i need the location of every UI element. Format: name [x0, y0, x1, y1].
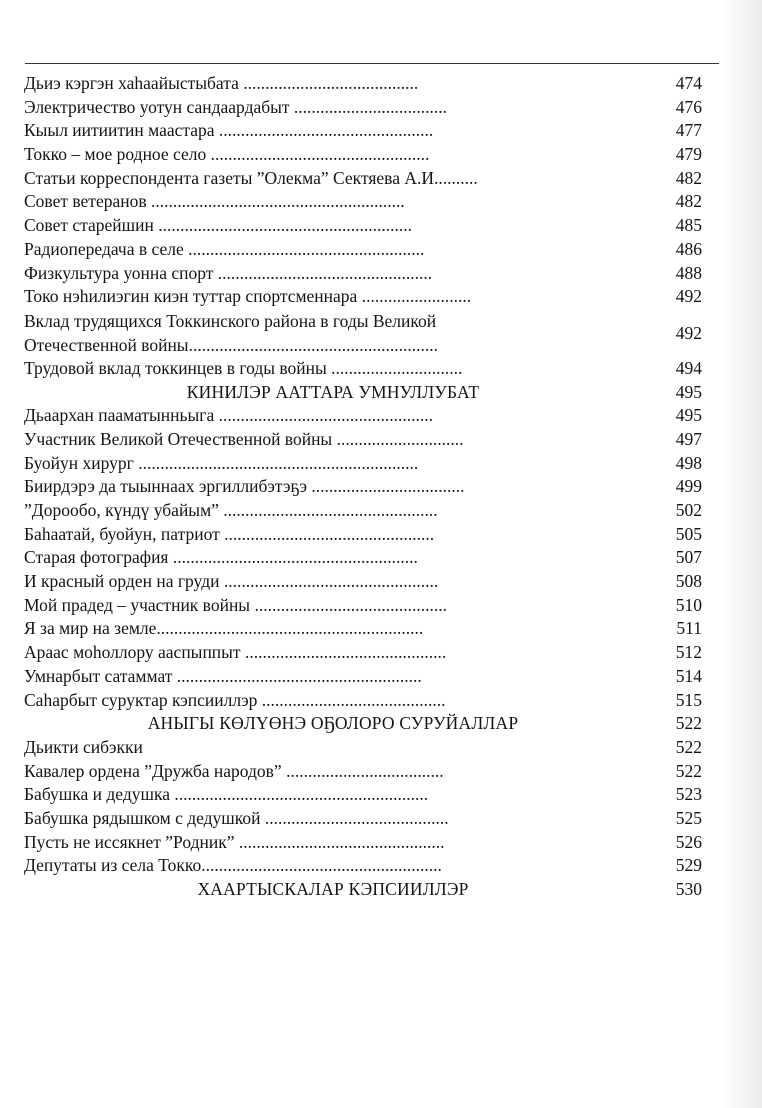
- toc-entry-page: 522: [675, 713, 702, 734]
- toc-entry-page: 485: [675, 215, 702, 236]
- toc-entry: [24, 783, 702, 807]
- toc-entry-page: 530: [675, 879, 702, 899]
- toc-entry: [24, 262, 702, 286]
- toc-entry-page: 510: [675, 594, 702, 615]
- toc-entry-title: ”Дорообо, күндү убайым” .................................................: [24, 500, 438, 520]
- toc-entry: [24, 570, 702, 594]
- toc-entry-title: Я за мир на земле.............................................................: [24, 618, 424, 639]
- toc-entry-page: 497: [675, 428, 702, 449]
- toc-entry-page: 525: [675, 807, 702, 828]
- toc-entry-page: 495: [675, 405, 702, 426]
- table-of-contents: [24, 72, 702, 902]
- toc-section-heading: [24, 712, 702, 736]
- toc-entry: [24, 854, 702, 878]
- toc-entry: [24, 594, 702, 618]
- toc-entry: [24, 285, 702, 309]
- toc-entry-title: Совет старейшин ..........................................................: [24, 215, 412, 236]
- toc-entry-page: 492: [675, 322, 702, 343]
- toc-entry-page: 522: [675, 760, 702, 781]
- top-rule: [25, 63, 719, 64]
- toc-entry: [24, 831, 702, 855]
- toc-entry-page: 494: [675, 357, 702, 378]
- toc-entry-page: 507: [675, 547, 702, 568]
- section-heading-title: КИНИЛЭР ААТТАРА УМНУЛЛУБАТ: [186, 381, 480, 402]
- toc-entry: [24, 238, 702, 262]
- toc-entry-page: 529: [675, 855, 702, 876]
- toc-entry-title: Мой прадед – участник войны ............................................: [24, 594, 447, 615]
- toc-entry-page: 477: [675, 120, 702, 141]
- toc-entry-title: [24, 309, 702, 357]
- toc-entry: [24, 167, 702, 191]
- toc-entry-page: 474: [675, 73, 702, 93]
- toc-entry-title: Кавалер ордена ”Дружба народов” ....................................: [24, 760, 444, 781]
- toc-entry-page: 486: [675, 238, 702, 259]
- toc-entry-title: Участник Великой Отечественной войны .............................: [24, 428, 464, 449]
- toc-entry-page: 495: [675, 381, 702, 402]
- toc-entry-page: 498: [675, 452, 702, 473]
- toc-entry-page: 482: [675, 191, 702, 212]
- toc-entry-page: 511: [676, 618, 702, 639]
- toc-entry-page: 482: [675, 167, 702, 188]
- toc-entry-page: 476: [675, 96, 702, 117]
- toc-entry-title: Биирдэрэ да тыыннаах эргиллибэтэҕэ ...................................: [24, 476, 465, 497]
- toc-entry: [24, 190, 702, 214]
- toc-entry-page: 488: [675, 262, 702, 283]
- toc-entry-title: Трудовой вклад токкинцев в годы войны ..............................: [24, 357, 463, 378]
- toc-entry-title: Дьикти сибэкки: [24, 736, 143, 757]
- toc-entry: [24, 357, 702, 381]
- toc-entry-title-line: Отечественной войны.........................................................: [24, 334, 438, 355]
- toc-entry-title: Депутаты из села Токко.......................................................: [24, 855, 442, 876]
- toc-entry: [24, 428, 702, 452]
- toc-entry-title: Радиопередача в селе ......................................................: [24, 238, 425, 259]
- toc-entry-title: Араас моhоллору ааспыппыт ..............................................: [24, 642, 447, 663]
- toc-entry-title: Электричество уотун сандаардабыт ...................................: [24, 96, 448, 117]
- toc-entry: [24, 617, 702, 641]
- toc-entry: [24, 404, 702, 428]
- toc-entry: [24, 72, 702, 96]
- toc-entry-page: 479: [675, 144, 702, 165]
- toc-section-heading: [24, 878, 702, 902]
- toc-entry: [24, 475, 702, 499]
- toc-entry-page: 499: [675, 476, 702, 497]
- toc-entry-page: 526: [675, 831, 702, 852]
- toc-entry-title: Баhаатай, буойун, патриот ................................................: [24, 523, 435, 544]
- toc-entry: [24, 214, 702, 238]
- section-heading-title: ХААРТЫСКАЛАР КЭПСИИЛЛЭР: [197, 879, 469, 899]
- toc-entry-title: Совет ветеранов ..........................................................: [24, 191, 405, 212]
- toc-entry-title: Умнарбыт сатаммат ........................................................: [24, 665, 422, 686]
- toc-entry-page: 512: [675, 642, 702, 663]
- toc-entry-title: Буойун хирург ................................................................: [24, 452, 419, 473]
- toc-entry-title: Дьаархан пааматынньыга .................................................: [24, 405, 433, 426]
- toc-entry: [24, 689, 702, 713]
- toc-entry-title: Статьи корреспондента газеты ”Олекма” Сектяева А.И..........: [24, 167, 478, 188]
- toc-entry: [24, 760, 702, 784]
- toc-entry: [24, 309, 702, 357]
- toc-entry-page: 508: [675, 571, 702, 592]
- toc-entry-title: Физкультура уонна спорт .................................................: [24, 262, 433, 283]
- toc-entry: [24, 452, 702, 476]
- toc-entry-page: 522: [675, 736, 702, 757]
- toc-entry-title: Бабушка и дедушка ..........................................................: [24, 784, 429, 805]
- toc-entry-title: Старая фотография ........................................................: [24, 547, 418, 568]
- toc-entry-title: Саhарбыт суруктар кэпсииллэр ..........................................: [24, 689, 446, 710]
- toc-entry-title: Пусть не иссякнет ”Родник” ...............................................: [24, 831, 445, 852]
- toc-section-heading: [24, 381, 702, 405]
- toc-entry: [24, 736, 702, 760]
- toc-entry-page: 505: [675, 523, 702, 544]
- toc-entry: [24, 546, 702, 570]
- section-heading-title: АНЫГЫ КӨЛҮӨНЭ ОҔОЛОРО СУРУЙАЛЛАР: [147, 713, 519, 734]
- toc-entry: [24, 641, 702, 665]
- toc-entry: [24, 523, 702, 547]
- toc-entry-page: 514: [675, 665, 702, 686]
- toc-entry-title: Бабушка рядышком с дедушкой ..........................................: [24, 807, 449, 828]
- toc-entry-title: Токко – мое родное село ..................................................: [24, 144, 430, 165]
- toc-entry: [24, 665, 702, 689]
- toc-entry: [24, 143, 702, 167]
- toc-entry-page: 492: [675, 286, 702, 307]
- toc-entry: [24, 807, 702, 831]
- toc-entry: [24, 499, 702, 523]
- toc-entry-title: И красный орден на груди .................................................: [24, 571, 439, 592]
- toc-entry-title: Токо нэhилиэгин киэн туттар спортсменнара .........................: [24, 286, 472, 307]
- toc-entry-title-line: Вклад трудящихся Токкинского района в годы Великой: [24, 310, 437, 331]
- toc-entry-page: 523: [675, 784, 702, 805]
- toc-entry: [24, 119, 702, 143]
- toc-entry-title: Кыыл иитиитин маастара .................................................: [24, 120, 434, 141]
- toc-entry: [24, 96, 702, 120]
- toc-entry-page: 502: [675, 500, 702, 520]
- toc-entry-page: 515: [675, 689, 702, 710]
- page-edge-shadow: [722, 0, 762, 1108]
- toc-entry-title: Дьиэ кэргэн хаhаайыстыбата ........................................: [24, 73, 419, 93]
